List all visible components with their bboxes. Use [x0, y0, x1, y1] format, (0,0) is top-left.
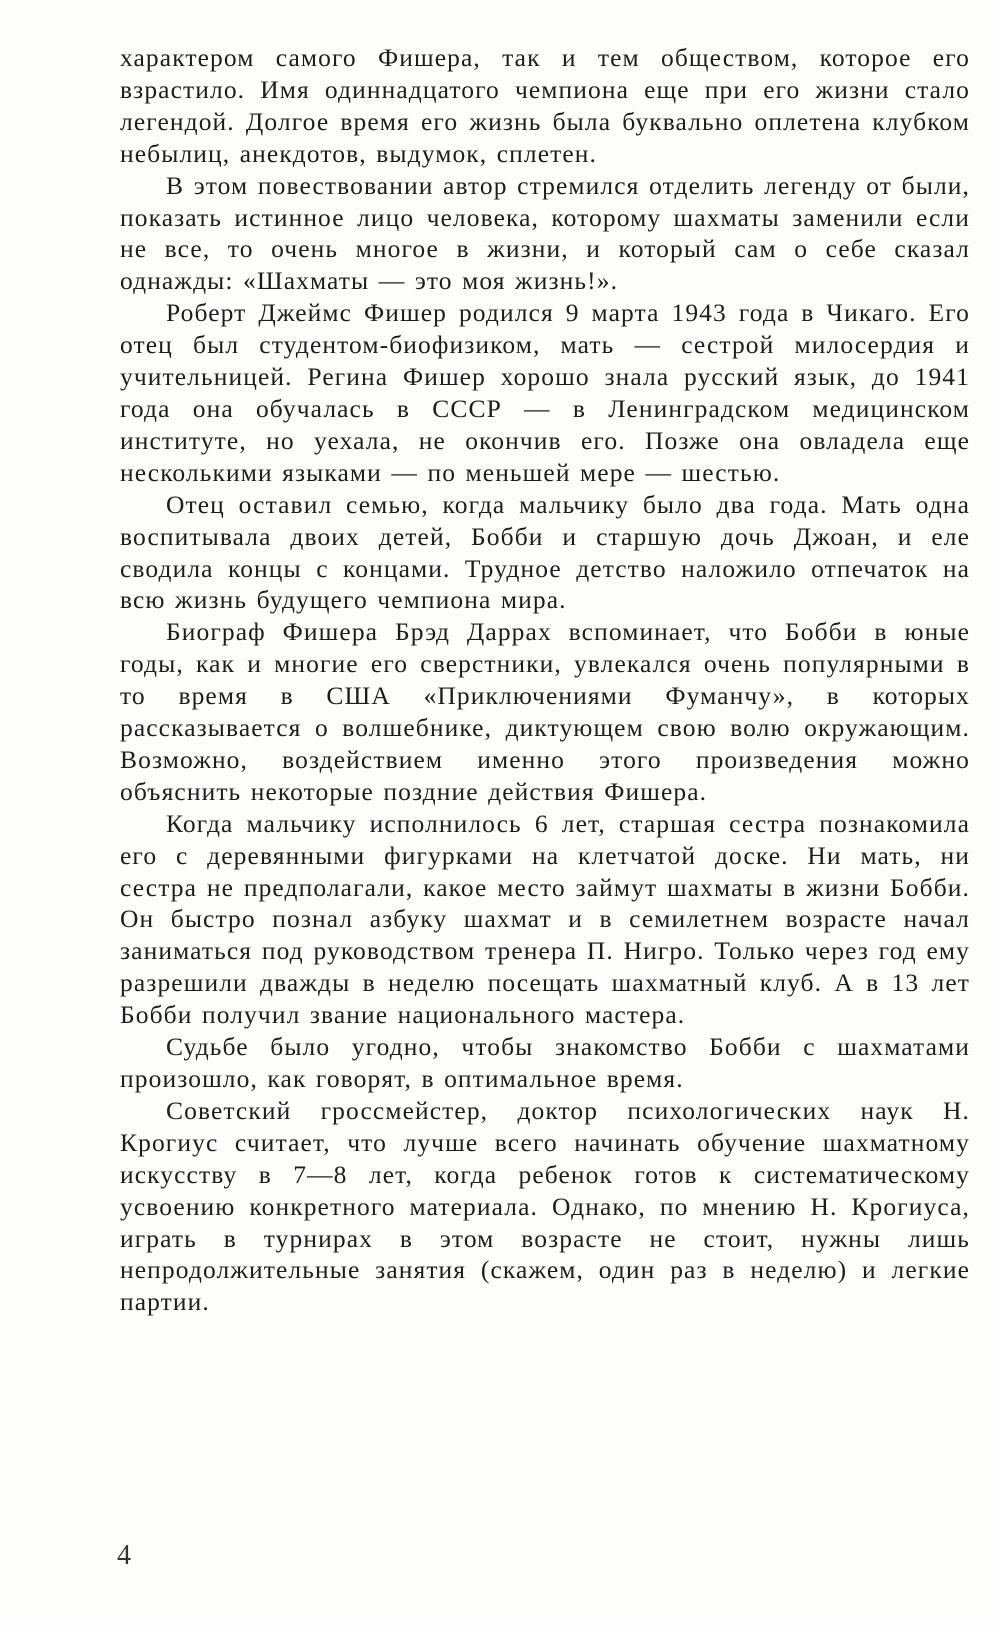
paragraph-1: характером самого Фишера, так и тем обществом, которое его взрастило. Имя одиннадцатого чемпиона еще при его жизни стало легендой. Долгое время его жизнь была буквально оплетена клубком небылиц, анекдотов, выдумок, сплетен. [120, 43, 970, 168]
page-number: 4 [117, 1540, 131, 1571]
body-text [120, 42, 970, 1318]
paragraph-7: Судьбе было угодно, чтобы знакомство Бобби с шахматами произошло, как говорят, в оптимальное время. [120, 1032, 970, 1093]
paragraph-2: В этом повествовании автор стремился отделить легенду от были, показать истинное лицо человека, которому шахматы заменили если не все, то очень многое в жизни, и который сам о себе сказал однажды: «Шахматы — это моя жизнь!». [120, 170, 970, 296]
paragraph-4: Отец оставил семью, когда мальчику было два года. Мать одна воспитывала двоих детей, Бобби и старшую дочь Джоан, и еле сводила концы с концами. Трудное детство наложило отпечаток на всю жизнь будущего чемпиона мира. [120, 489, 970, 615]
paragraph-3: Роберт Джеймс Фишер родился 9 марта 1943 года в Чикаго. Его отец был студентом-биофизиком, мать — сестрой милосердия и учительницей. Регина Фишер хорошо знала русский язык, до 1941 года она обучалась в СССР — в Ленинградском медицинском институте, но уехала, не окончив его. Позже она овладела еще несколькими языками — по меньшей мере — шестью. [120, 298, 970, 487]
paragraph-5: Биограф Фишера Брэд Даррах вспоминает, что Бобби в юные годы, как и многие его сверстники, увлекался очень популярными в то время в США «Приключениями Фуманчу», в которых рассказывается о волшебнике, диктующем свою волю окружающим. Возможно, воздействием именно этого произведения можно объяснить некоторые поздние действия Фишера. [120, 617, 970, 806]
paragraph-8: Советский гроссмейстер, доктор психологических наук Н. Крогиус считает, что лучше всего начинать обучение шахматному искусству в 7—8 лет, когда ребенок готов к систематическому усвоению конкретного материала. Однако, по мнению Н. Крогиуса, играть в турнирах в этом возрасте не стоит, нужны лишь непродолжительные занятия (скажем, один раз в неделю) и легкие партии. [120, 1095, 970, 1317]
paragraph-6: Когда мальчику исполнилось 6 лет, старшая сестра познакомила его с деревянными фигурками на клетчатой доске. Ни мать, ни сестра не предполагали, какое место займут шахматы в жизни Бобби. Он быстро познал азбуку шахмат и в семилетнем возрасте начал заниматься под руководством тренера П. Нигро. Только через год ему разрешили дважды в неделю посещать шахматный клуб. А в 13 лет Бобби получил звание национального мастера. [120, 808, 970, 1030]
